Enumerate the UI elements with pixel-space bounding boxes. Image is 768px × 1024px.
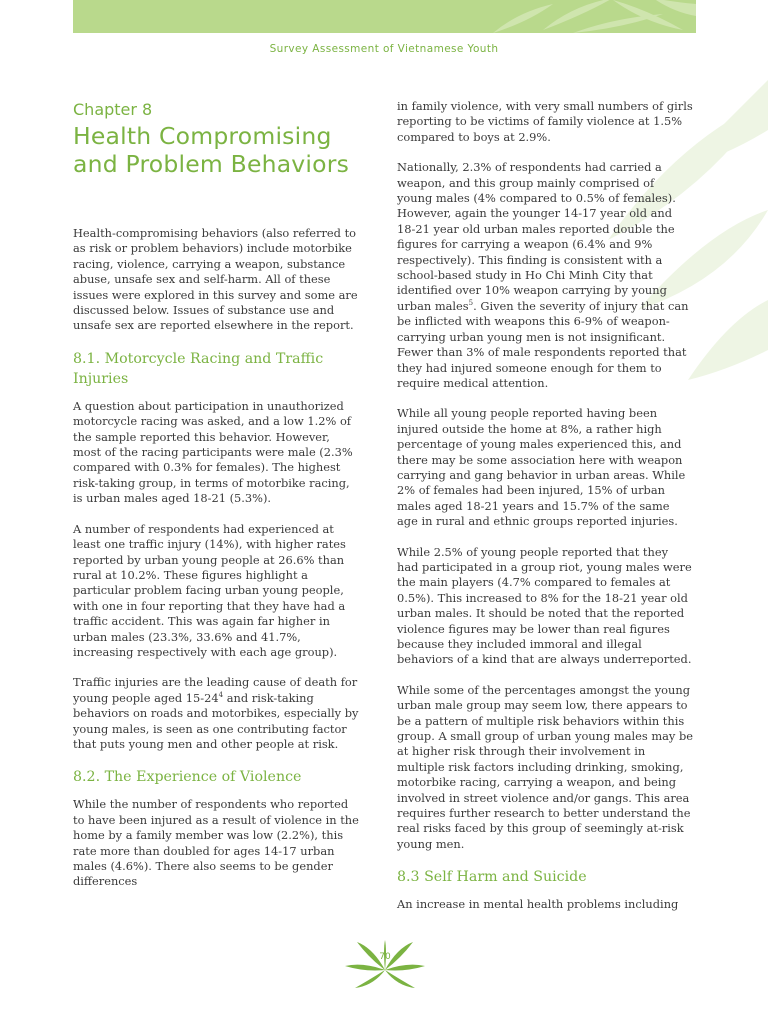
paragraph-text: and risk-taking behaviors on roads and motorbikes, especially by young males, is seen as one contributing factor that puts young men and other people at risk. [73, 690, 359, 751]
section-heading-8-1: 8.1. Motorcycle Racing and Traffic Injuries [73, 350, 324, 387]
bamboo-leaf-pattern-icon [73, 0, 696, 33]
paragraph-text: Traffic injuries are the leading cause of death for young people aged 15-24 [73, 675, 358, 705]
paragraph: in family violence, with very small numbers of girls reporting to be victims of family violence at 1.5% compared to boys at 2.9%. [397, 99, 693, 144]
intro-paragraph: Health-compromising behaviors (also referred to as risk or problem behaviors) include motorbike racing, violence, carrying a weapon, substance abuse, unsafe sex and self-harm. All of these issues were explored in this survey and some are discussed below. Issues of substance use and unsafe sex are reported elsewhere in the report. [73, 226, 358, 333]
paragraph-text: . Given the severity of injury that can be inflicted with weapons this 6-9% of weapon-carrying urban young men is not insignificant. Fewer than 3% of male respondents reported that they had injured someone enough for them to require medical attention. [397, 298, 689, 390]
footnote-marker: 4 [218, 690, 224, 699]
paragraph: While some of the percentages amongst the young urban male group may seem low, there appears to be a pattern of multiple risk behaviors within this group. A small group of urban young males may be at higher risk through their involvement in multiple risk factors including drinking, smoking, motorbike racing, carrying a weapon, and being involved in street violence and/or gangs. This area requires further research to better understand the real risks faced by this group of seemingly at-risk young men. [397, 682, 694, 851]
chapter-title [73, 122, 359, 178]
paragraph-text: Nationally, 2.3% of respondents had carried a weapon, and this group mainly comprised of young males (4% compared to 0.5% of females). However, again the younger 14-17 year old and 18-21 year old urban males reported double the figures for carrying a weapon (6.4% and 9% respectively). This finding is consistent with a school-based study in Ho Chi Minh City that identified over 10% weapon carrying by young urban males [397, 160, 676, 313]
section-heading-8-3: 8.3 Self Harm and Suicide [397, 869, 587, 886]
paragraph: An increase in mental health problems including [397, 897, 679, 912]
chapter-title-line-1: Health Compromising [73, 122, 332, 150]
paragraph [73, 675, 359, 752]
header-band [73, 0, 696, 33]
chapter-title-line-2: and Problem Behaviors [73, 150, 350, 178]
paragraph: A number of respondents had experienced at least one traffic injury (14%), with higher rates reported by urban young people at 26.6% than rural at 10.2%. These figures highlight a particular problem facing urban young people, with one in four reporting that they have had a traffic accident. This was again far higher in urban males (23.3%, 33.6% and 41.7%, increasing respectively with each age group). [73, 521, 346, 659]
right-column [397, 99, 693, 928]
footnote-marker: 5 [468, 299, 474, 308]
running-header: Survey Assessment of Vietnamese Youth [269, 43, 499, 55]
bamboo-leaf-ornament-icon [343, 940, 427, 990]
paragraph: While 2.5% of young people reported that they had participated in a group riot, young males were the main players (4.7% compared to females at 0.5%). This increased to 8% for the 18-21 year old urban males. It should be noted that the reported violence figures may be lower than real figures because they included immoral and illegal behaviors of a kind that are always underreported. [397, 544, 692, 667]
left-column [73, 100, 359, 905]
paragraph: While all young people reported having been injured outside the home at 8%, a rather high percentage of young males experienced this, and there may be some association here with weapon carrying and gang behavior in urban areas. While 2% of females had been injured, 15% of urban males aged 18-21 years and 15.7% of the same age in rural and ethnic groups reported injuries. [397, 406, 686, 529]
section-heading-8-2: 8.2. The Experience of Violence [73, 769, 302, 786]
paragraph [397, 160, 693, 391]
paragraph: While the number of respondents who reported to have been injured as a result of violence in the home by a family member was low (2.2%), this rate more than doubled for ages 14-17 urban males (4.6%). There also seems to be gender differences [73, 797, 359, 889]
chapter-label: Chapter 8 [73, 100, 153, 119]
paragraph: A question about participation in unauthorized motorcycle racing was asked, and a low 1.2% of the sample reported this behavior. However, most of the racing participants were male (2.3% compared with 0.3% for females). The highest risk-taking group, in terms of motorbike racing, is urban males aged 18-21 (5.3%). [73, 398, 353, 506]
page-number: 70 [379, 952, 391, 962]
